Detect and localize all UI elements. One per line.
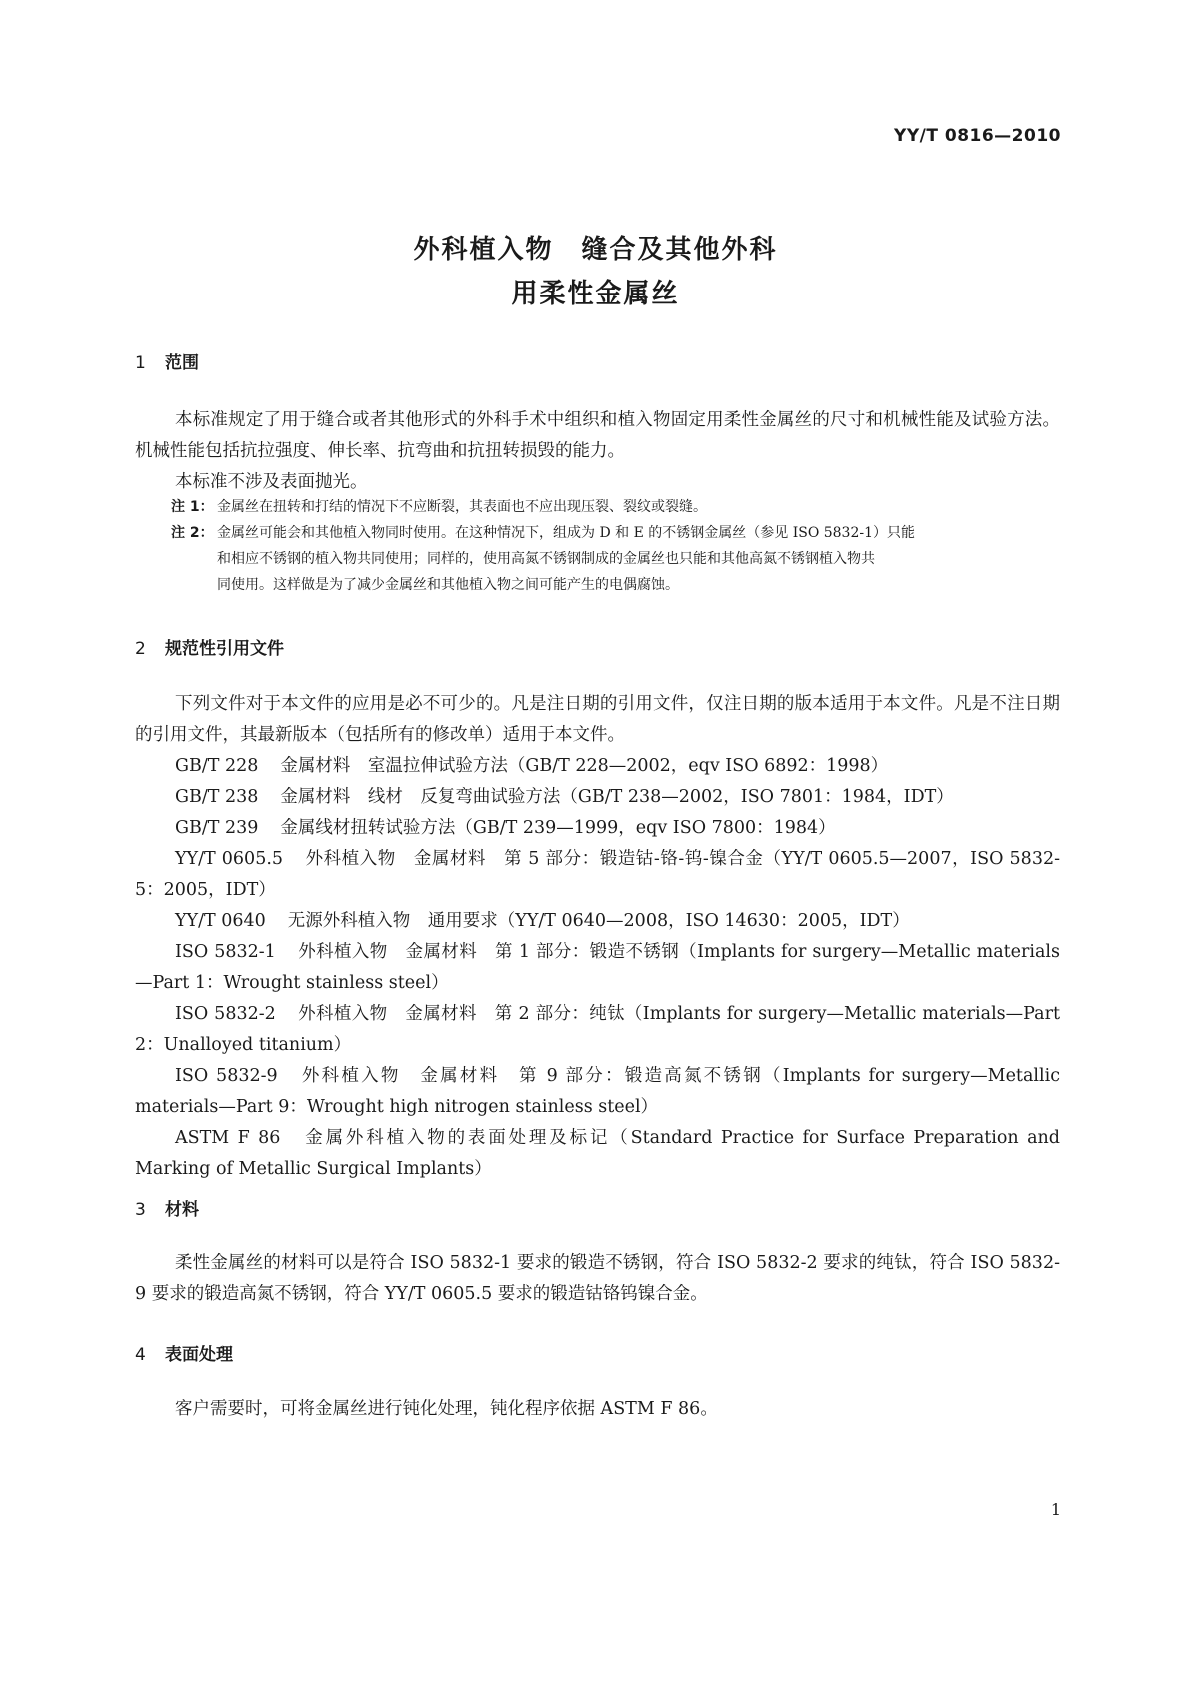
reference-code: ASTM F 86 [175, 1128, 281, 1148]
reference-title: 外科植入物 金属材料 第 2 部分：纯钛（Implants for surgery—Metallic materials—Part 2：Unalloyed titanium） [135, 1004, 1060, 1055]
reference-item [135, 1061, 1060, 1123]
section-1-body [135, 405, 1060, 498]
paragraph: 本标准不涉及表面抛光。 [175, 472, 368, 492]
section-title: 表面处理 [165, 1345, 233, 1365]
normative-references [135, 689, 1060, 1185]
section-1-heading [135, 348, 199, 373]
section-number: 1 [135, 353, 146, 373]
section-title: 规范性引用文件 [165, 639, 284, 659]
section-4-heading [135, 1340, 233, 1365]
title-line-1: 外科植入物 缝合及其他外科 [413, 235, 778, 265]
document-title [0, 228, 1191, 316]
reference-code: ISO 5832-9 [175, 1066, 278, 1086]
reference-item [135, 844, 1060, 906]
reference-item [135, 813, 1060, 844]
page-number: 1 [1050, 1500, 1061, 1519]
reference-title: 金属外科植入物的表面处理及标记（Standard Practice for Surface Preparation and Marking of Metallic Surgical Implants） [135, 1128, 1060, 1179]
reference-code: GB/T 238 [175, 787, 259, 807]
paragraph: 柔性金属丝的材料可以是符合 ISO 5832-1 要求的锻造不锈钢，符合 ISO 5832-2 要求的纯钛，符合 ISO 5832-9 要求的锻造高氮不锈钢，符合 YY/T 0605.5 要求的锻造钴铬钨镍合金。 [135, 1253, 1060, 1304]
reference-item [135, 906, 1060, 937]
reference-title: 金属材料 线材 反复弯曲试验方法（GB/T 238—2002，ISO 7801：1984，IDT） [280, 787, 954, 807]
section-4-body [135, 1394, 1060, 1425]
reference-title: 金属线材扭转试验方法（GB/T 239—1999，eqv ISO 7800：1984） [280, 818, 836, 838]
section-title: 范围 [165, 353, 199, 373]
reference-item [135, 751, 1060, 782]
title-line-2: 用柔性金属丝 [511, 279, 680, 309]
section-2-heading [135, 634, 284, 659]
reference-code: GB/T 239 [175, 818, 259, 838]
reference-item [135, 782, 1060, 813]
reference-code: YY/T 0640 [175, 911, 266, 931]
references-intro: 下列文件对于本文件的应用是必不可少的。凡是注日期的引用文件，仅注日期的版本适用于本文件。凡是不注日期的引用文件，其最新版本（包括所有的修改单）适用于本文件。 [135, 694, 1060, 745]
section-title: 材料 [165, 1200, 199, 1220]
paragraph: 本标准规定了用于缝合或者其他形式的外科手术中组织和植入物固定用柔性金属丝的尺寸和机械性能及试验方法。机械性能包括抗拉强度、伸长率、抗弯曲和抗扭转损毁的能力。 [135, 410, 1060, 461]
note-text: 金属丝在扭转和打结的情况下不应断裂，其表面也不应出现压裂、裂纹或裂缝。 [217, 499, 707, 515]
reference-code: YY/T 0605.5 [175, 849, 284, 869]
section-3-body [135, 1248, 1060, 1310]
reference-code: ISO 5832-2 [175, 1004, 276, 1024]
reference-code: ISO 5832-1 [175, 942, 276, 962]
reference-item [135, 1123, 1060, 1185]
section-number: 3 [135, 1200, 146, 1220]
reference-title: 无源外科植入物 通用要求（YY/T 0640—2008，ISO 14630：2005，IDT） [287, 911, 910, 931]
paragraph: 客户需要时，可将金属丝进行钝化处理，钝化程序依据 ASTM F 86。 [175, 1399, 718, 1419]
reference-code: GB/T 228 [175, 756, 259, 776]
reference-title: 外科植入物 金属材料 第 9 部分：锻造高氮不锈钢（Implants for surgery—Metallic materials—Part 9：Wrought high nitrogen stainless steel） [135, 1066, 1060, 1117]
reference-item [135, 999, 1060, 1061]
section-3-heading [135, 1195, 199, 1220]
reference-title: 金属材料 室温拉伸试验方法（GB/T 228—2002，eqv ISO 6892：1998） [280, 756, 889, 776]
section-number: 2 [135, 639, 146, 659]
reference-title: 外科植入物 金属材料 第 5 部分：锻造钴-铬-钨-镍合金（YY/T 0605.5—2007，ISO 5832-5：2005，IDT） [135, 849, 1060, 900]
note-1 [135, 494, 1060, 520]
standard-code: YY/T 0816—2010 [894, 126, 1061, 146]
reference-title: 外科植入物 金属材料 第 1 部分：锻造不锈钢（Implants for surgery—Metallic materials—Part 1：Wrought stainless steel） [135, 942, 1060, 993]
note-2 [135, 520, 1060, 598]
note-text: 金属丝可能会和其他植入物同时使用。在这种情况下，组成为 D 和 E 的不锈钢金属丝（参见 ISO 5832-1）只能 和相应不锈钢的植入物共同使用；同样的，使用高氮不锈钢制成的金属丝也只能和其他高氮不锈钢植入物共 同使用。这样做是为了减少金属丝和其他植入物之间可能产生的电偶腐蚀。 [217, 525, 916, 593]
section-number: 4 [135, 1345, 146, 1365]
reference-item [135, 937, 1060, 999]
note-label: 注 2： [171, 525, 214, 541]
note-label: 注 1： [171, 499, 214, 515]
